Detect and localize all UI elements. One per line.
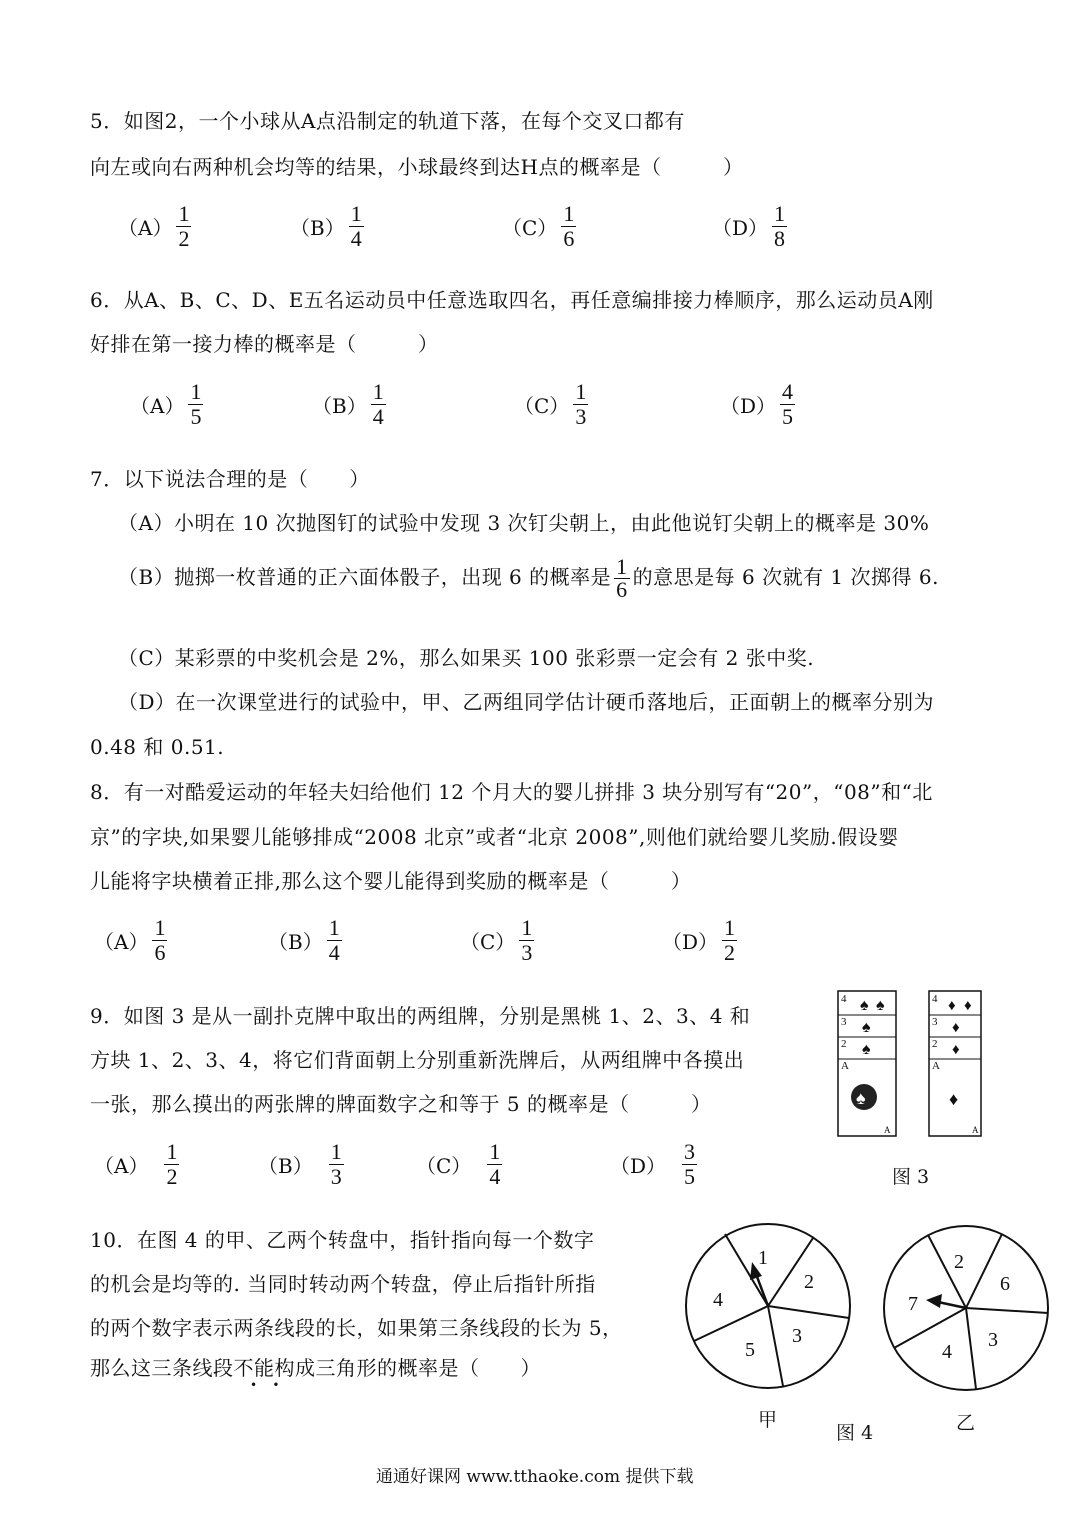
diamond-icon: ♦ bbox=[948, 998, 956, 1014]
diamond-card-rank: 3 bbox=[932, 1016, 938, 1028]
diamond-icon: ♦ bbox=[964, 998, 972, 1014]
spade-icon: ♠ bbox=[876, 997, 885, 1014]
diamond-icon: ♦ bbox=[952, 1042, 960, 1058]
q10-line-4: 那么这三条线段不能构成三角形的概率是（ ） bbox=[90, 1356, 541, 1380]
q8-option-d: （D） $\frac{1}{2}$ bbox=[662, 915, 736, 965]
spade-card-rank: 4 bbox=[841, 993, 847, 1005]
spinner-yi-number: 7 bbox=[908, 1293, 918, 1315]
q5-option-b: （B） $\frac{1}{4}$ bbox=[290, 201, 362, 251]
spinner-jia-caption: 甲 bbox=[758, 1409, 778, 1431]
q9-line-3: 一张，那么摸出的两张牌的牌面数字之和等于 5 的概率是（ ） bbox=[90, 1092, 712, 1116]
q10-line-3: 的两个数字表示两条线段的长，如果第三条线段的长为 5， bbox=[90, 1316, 623, 1340]
q7-option-b: （B）抛掷一枚普通的正六面体骰子，出现 6 的概率是 $\frac{1}{6}$ 的意思是每 6 次就有 1 次掷得 6. bbox=[118, 554, 939, 602]
figure-4-spinners bbox=[680, 1218, 1060, 1418]
q8-line-1: 8．有一对酷爱运动的年轻夫妇给他们 12 个月大的婴儿拼排 3 块分别写有“20”，“08”和“北 bbox=[90, 780, 933, 804]
q7-option-a: （A）小明在 10 次抛图钉的试验中发现 3 次钉尖朝上，由此他说钉尖朝上的概率是 30% bbox=[118, 511, 930, 535]
diamond-card-rank: A bbox=[932, 1060, 940, 1072]
spinner-yi bbox=[884, 1226, 1048, 1390]
q9-option-b: （B） $\frac{1}{3}$ bbox=[258, 1139, 342, 1189]
q8-line-3: 儿能将字块横着正排,那么这个婴儿能得到奖励的概率是（ ） bbox=[90, 869, 692, 893]
spinner-jia-number: 5 bbox=[745, 1339, 755, 1361]
q9-option-d: （D） $\frac{3}{5}$ bbox=[610, 1139, 696, 1189]
q7-line-1: 7．以下说法合理的是（ ） bbox=[90, 467, 370, 491]
diamond-icon: ♦ bbox=[949, 1089, 959, 1109]
spade-card-rank: 2 bbox=[841, 1038, 847, 1050]
q5-line-2: 向左或向右两种机会均等的结果，小球最终到达H点的概率是（ ） bbox=[90, 155, 744, 179]
q9-line-2: 方块 1、2、3、4，将它们背面朝上分别重新洗牌后，从两组牌中各摸出 bbox=[90, 1048, 745, 1072]
q9-option-c: （C） $\frac{1}{4}$ bbox=[416, 1139, 501, 1189]
q7-option-c: （C）某彩票的中奖机会是 2%，那么如果买 100 张彩票一定会有 2 张中奖. bbox=[118, 646, 815, 670]
diamond-card-rank: A bbox=[972, 1125, 979, 1135]
q10-line-1: 10．在图 4 的甲、乙两个转盘中，指针指向每一个数字 bbox=[90, 1228, 595, 1252]
q8-line-2: 京”的字块,如果婴儿能够排成“2008 北京”或者“北京 2008”,则他们就给婴儿奖励.假设婴 bbox=[90, 825, 899, 849]
q5-option-d: （D） $\frac{1}{8}$ bbox=[712, 201, 786, 251]
spinner-jia-number: 3 bbox=[792, 1325, 802, 1347]
q10-line-2: 的机会是均等的. 当同时转动两个转盘，停止后指针所指 bbox=[90, 1272, 596, 1296]
spinner-yi-number: 2 bbox=[954, 1251, 964, 1273]
q7-option-d-line-1: （D）在一次课堂进行的试验中，甲、乙两组同学估计硬币落地后，正面朝上的概率分别为 bbox=[118, 690, 935, 714]
spade-cards bbox=[838, 991, 896, 1136]
q6-option-b: （B） $\frac{1}{4}$ bbox=[312, 379, 384, 429]
q6-option-d: （D） $\frac{4}{5}$ bbox=[720, 379, 794, 429]
figure-4-caption: 图 4 bbox=[836, 1422, 874, 1444]
q6-option-c: （C） $\frac{1}{3}$ bbox=[514, 379, 587, 429]
spade-card-rank: 3 bbox=[841, 1016, 847, 1028]
spinner-yi-number: 3 bbox=[988, 1329, 998, 1351]
figure-3-cards bbox=[832, 985, 992, 1145]
q5-option-a: （A） $\frac{1}{2}$ bbox=[118, 201, 190, 251]
diamond-cards bbox=[929, 991, 981, 1136]
spinner-yi-number: 4 bbox=[942, 1341, 952, 1363]
spade-icon: ♠ bbox=[856, 1088, 866, 1108]
spinner-yi-caption: 乙 bbox=[956, 1412, 976, 1434]
diamond-card-rank: 4 bbox=[932, 993, 938, 1005]
spinner-jia bbox=[686, 1224, 850, 1388]
q6-line-2: 好排在第一接力棒的概率是（ ） bbox=[90, 332, 439, 356]
diamond-card-rank: 2 bbox=[932, 1038, 938, 1050]
q8-option-a: （A） $\frac{1}{6}$ bbox=[94, 915, 166, 965]
diamond-icon: ♦ bbox=[952, 1020, 960, 1036]
emphasis-dots: • • bbox=[250, 1378, 280, 1392]
q5-line-1: 5．如图2，一个小球从A点沿制定的轨道下落，在每个交叉口都有 bbox=[90, 109, 685, 133]
spade-icon: ♠ bbox=[860, 997, 869, 1014]
spade-card-rank: A bbox=[884, 1125, 891, 1135]
q6-line-1: 6．从A、B、C、D、E五名运动员中任意选取四名，再任意编排接力棒顺序，那么运动员A刚 bbox=[90, 288, 934, 312]
q5-option-c: （C） $\frac{1}{6}$ bbox=[502, 201, 575, 251]
q9-line-1: 9．如图 3 是从一副扑克牌中取出的两组牌，分别是黑桃 1、2、3、4 和 bbox=[90, 1004, 751, 1028]
spade-card-rank: A bbox=[841, 1060, 849, 1072]
spade-icon: ♠ bbox=[862, 1019, 871, 1036]
spade-icon: ♠ bbox=[862, 1041, 871, 1058]
footer-credit: 通通好课网 www.tthaoke.com 提供下载 bbox=[376, 1467, 694, 1487]
spinner-jia-number: 2 bbox=[804, 1271, 814, 1293]
q8-option-b: （B） $\frac{1}{4}$ bbox=[268, 915, 340, 965]
q9-option-a: （A） $\frac{1}{2}$ bbox=[94, 1139, 178, 1189]
q8-option-c: （C） $\frac{1}{3}$ bbox=[460, 915, 533, 965]
figure-3-caption: 图 3 bbox=[892, 1166, 930, 1188]
spinner-yi-number: 6 bbox=[1000, 1273, 1010, 1295]
spinner-jia-number: 4 bbox=[713, 1289, 723, 1311]
q6-option-a: （A） $\frac{1}{5}$ bbox=[130, 379, 202, 429]
spinner-jia-number: 1 bbox=[758, 1247, 768, 1269]
q7-option-d-line-2: 0.48 和 0.51. bbox=[90, 735, 225, 759]
